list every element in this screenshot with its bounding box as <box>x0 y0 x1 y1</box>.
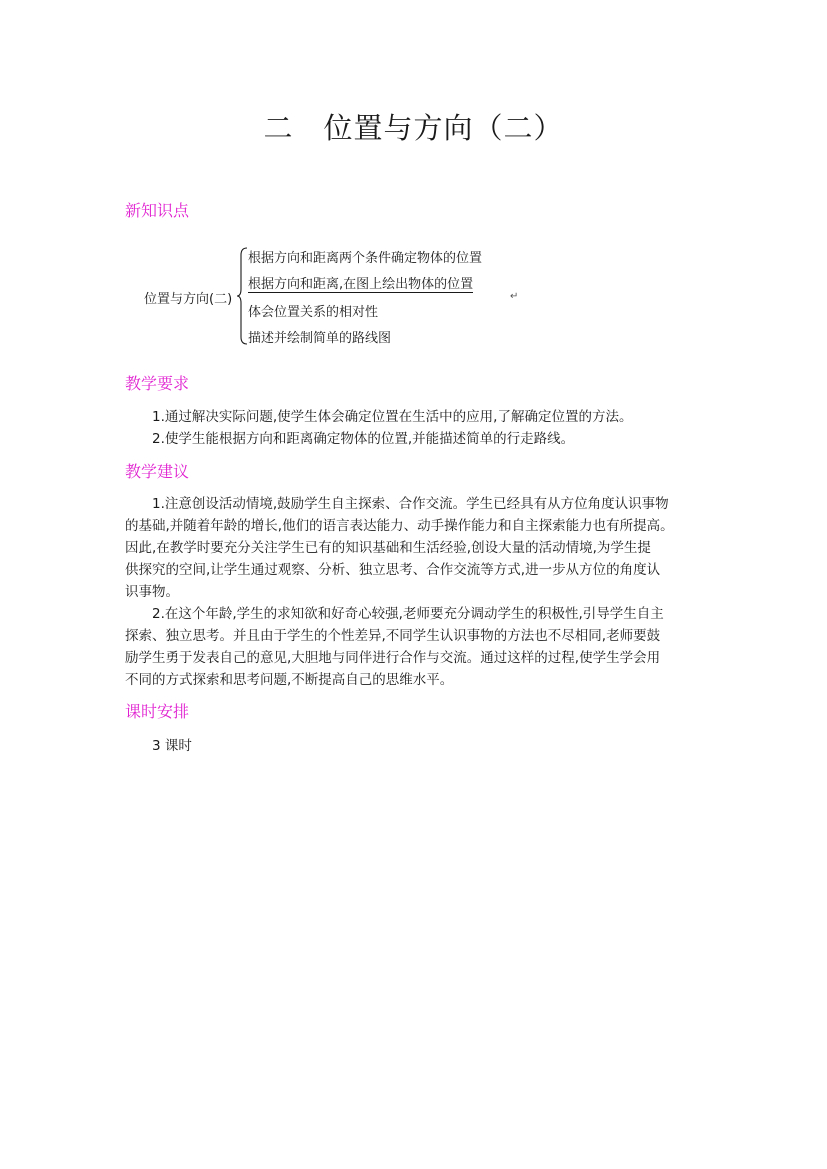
paragraph-line: 探索、独立思考。并且由于学生的个性差异,不同学生认识事物的方法也不尽相同,老师要鼓 <box>125 628 661 644</box>
page-title: 二 位置与方向（二） <box>263 111 564 145</box>
paragraph-line: 的基础,并随着年龄的增长,他们的语言表达能力、动手操作能力和自主探索能力也有所提高。 <box>125 518 674 534</box>
paragraph-line: 1.注意创设活动情境,鼓励学生自主探索、合作交流。学生已经具有从方位角度认识事物 <box>152 496 669 512</box>
schedule-text <box>125 735 715 757</box>
suggestion-paragraph-1 <box>125 493 715 603</box>
section-heading-suggestions: 教学建议 <box>125 462 190 481</box>
requirement-item: 1.通过解决实际问题,使学生体会确定位置在生活中的应用,了解确定位置的方法。 <box>152 409 633 425</box>
paragraph-line: 识事物。 <box>125 584 179 600</box>
knowledge-map-item: 体会位置关系的相对性 <box>248 305 379 320</box>
knowledge-map-item: 根据方向和距离,在图上绘出物体的位置 <box>248 273 473 293</box>
requirement-item: 2.使学生能根据方向和距离确定物体的位置,并能描述简单的行走路线。 <box>152 431 575 447</box>
paragraph-line: 2.在这个年龄,学生的求知欲和好奇心较强,老师要充分调动学生的积极性,引导学生自主 <box>152 606 664 622</box>
knowledge-map-item: 根据方向和距离两个条件确定物体的位置 <box>248 251 483 266</box>
suggestion-paragraph-2 <box>125 603 715 691</box>
paragraph-line: 励学生勇于发表自己的意见,大胆地与同伴进行合作与交流。通过这样的过程,使学生学会用 <box>125 650 661 666</box>
section-heading-knowledge: 新知识点 <box>125 201 190 220</box>
paragraph-line: 不同的方式探索和思考问题,不断提高自己的思维水平。 <box>125 672 454 688</box>
paragraph-return-icon: ↵ <box>510 291 519 302</box>
knowledge-map-item: 描述并绘制简单的路线图 <box>248 331 392 346</box>
section-heading-schedule: 课时安排 <box>125 702 190 721</box>
requirements-list <box>125 406 715 450</box>
knowledge-map-root: 位置与方向(二) <box>144 292 233 307</box>
paragraph-line: 供探究的空间,让学生通过观察、分析、独立思考、合作交流等方式,进一步从方位的角度认 <box>125 562 661 578</box>
section-heading-requirements: 教学要求 <box>125 374 190 393</box>
schedule-value: 3 课时 <box>152 738 192 754</box>
paragraph-line: 因此,在教学时要充分关注学生已有的知识基础和生活经验,创设大量的活动情境,为学生提 <box>125 540 651 556</box>
